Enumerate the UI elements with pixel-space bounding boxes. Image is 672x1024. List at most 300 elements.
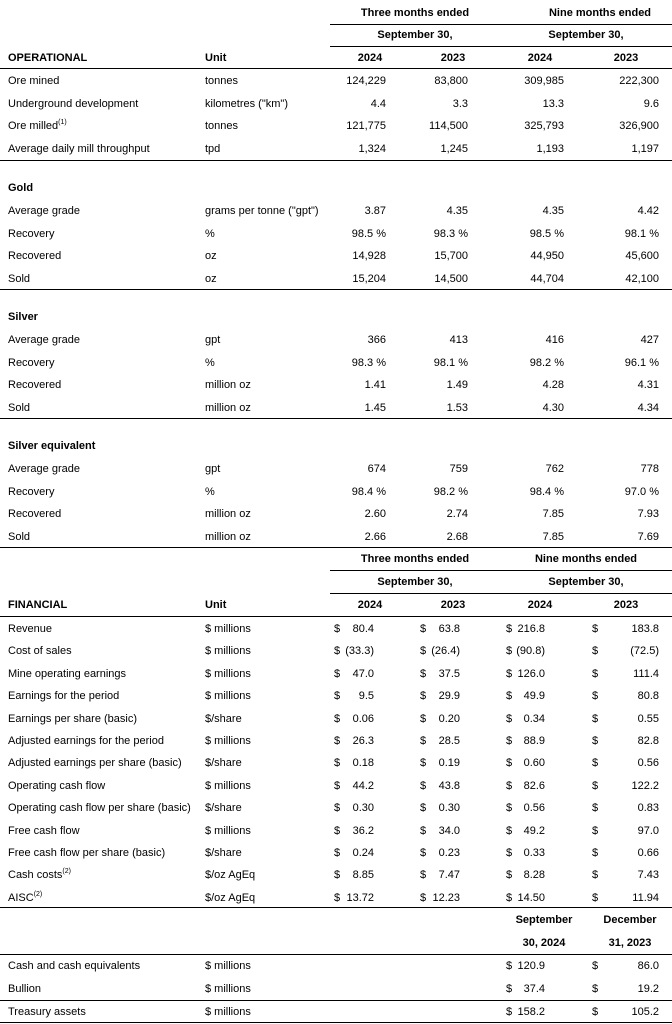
bal-row-unit: $ millions — [205, 1006, 251, 1018]
currency-symbol: $ — [592, 983, 599, 995]
fin-row-value: 37.5 — [438, 667, 460, 680]
fin-row-unit: $ millions — [205, 735, 251, 747]
row-label — [8, 397, 30, 419]
section-title: Silver equivalent — [8, 440, 96, 452]
fin-row-value: 0.30 — [352, 802, 374, 815]
fin-row-label-text: AISC — [8, 891, 34, 904]
currency-symbol: $ — [334, 891, 341, 904]
currency-symbol: $ — [506, 690, 513, 703]
row-value: 83,800 — [434, 75, 468, 87]
currency-symbol: $ — [420, 690, 427, 703]
fin-row-label — [8, 730, 164, 752]
currency-symbol: $ — [420, 802, 427, 815]
currency-symbol: $ — [506, 645, 513, 658]
row-value: 98.2 % — [433, 485, 468, 498]
bal-row-value: 19.2 — [637, 983, 659, 995]
currency-symbol: $ — [420, 847, 427, 859]
row-label — [8, 115, 67, 137]
row-unit: % — [205, 356, 215, 369]
year-2024-q: 2024 — [357, 52, 383, 64]
fin-row-value: 0.20 — [438, 712, 460, 725]
fin-row-value: 0.83 — [637, 802, 659, 815]
footnote-marker: (2) — [33, 890, 43, 898]
fin-row-label — [8, 864, 71, 886]
row-label-text: Recovery — [8, 227, 55, 240]
row-value: 1,245 — [440, 142, 468, 155]
currency-symbol: $ — [592, 645, 599, 658]
row-value: 416 — [545, 334, 564, 346]
currency-symbol: $ — [506, 735, 513, 747]
row-unit: million oz — [205, 379, 251, 391]
bal-col1-line1: September — [515, 914, 573, 926]
bal-row-unit: $ millions — [205, 960, 251, 972]
currency-symbol: $ — [592, 757, 599, 770]
row-unit: million oz — [205, 530, 251, 543]
currency-symbol: $ — [592, 712, 599, 725]
fin-row-label-text: Adjusted earnings for the period — [8, 735, 164, 747]
fin-year-2023-q: 2023 — [440, 599, 466, 611]
row-label — [8, 138, 150, 160]
row-label-text: Ore mined — [8, 75, 60, 87]
row-value: 124,229 — [346, 75, 386, 87]
currency-symbol: $ — [506, 869, 513, 882]
fin-three-months-heading: Three months ended — [360, 553, 470, 565]
currency-symbol: $ — [334, 802, 341, 815]
fin-nine-months-heading: Nine months ended — [534, 553, 638, 565]
row-value: 7.93 — [637, 508, 659, 520]
row-value: 4.35 — [542, 205, 564, 217]
fin-row-label-text: Cost of sales — [8, 645, 72, 658]
currency-symbol: $ — [506, 824, 513, 837]
fin-row-label-text: Cash costs — [8, 869, 63, 882]
row-label — [8, 374, 61, 396]
currency-symbol: $ — [506, 891, 513, 904]
row-value: 42,100 — [625, 272, 659, 285]
row-label — [8, 503, 61, 525]
fin-row-unit: $/share — [205, 847, 242, 859]
fin-year-2023-ytd: 2023 — [613, 599, 639, 611]
row-value: 222,300 — [619, 75, 659, 87]
row-value: 7.69 — [637, 530, 659, 543]
fin-row-label — [8, 887, 42, 909]
fin-row-value: 0.34 — [523, 712, 545, 725]
nine-months-heading: Nine months ended — [548, 7, 652, 19]
fin-row-value: 8.85 — [352, 869, 374, 882]
row-label-text: Average daily mill throughput — [8, 142, 150, 155]
row-value: 2.66 — [364, 530, 386, 543]
row-label — [8, 481, 54, 503]
fin-row-unit: $ millions — [205, 690, 251, 703]
row-label-text: Sold — [8, 401, 31, 414]
row-label — [8, 268, 30, 290]
row-unit: tonnes — [205, 75, 239, 87]
currency-symbol: $ — [506, 960, 513, 972]
currency-symbol: $ — [506, 623, 513, 635]
row-unit: tpd — [205, 142, 221, 155]
row-value: 325,793 — [524, 120, 564, 132]
fin-row-value: 0.19 — [438, 757, 460, 770]
currency-symbol: $ — [592, 667, 599, 680]
row-label-text: Recovered — [8, 379, 62, 391]
fin-row-value: 47.0 — [352, 667, 374, 680]
currency-symbol: $ — [506, 779, 513, 792]
row-value: 3.87 — [364, 205, 386, 217]
currency-symbol: $ — [506, 712, 513, 725]
row-label-text: Average grade — [8, 334, 80, 346]
fin-row-value: 49.9 — [523, 690, 545, 703]
fin-row-value: 216.8 — [517, 623, 545, 635]
currency-symbol: $ — [420, 869, 427, 882]
row-value: 7.85 — [542, 508, 564, 520]
row-value: 121,775 — [346, 120, 386, 132]
row-label-text: Average grade — [8, 205, 80, 217]
bal-col2-line2: 31, 2023 — [608, 937, 652, 949]
row-value: 98.2 % — [529, 356, 564, 369]
currency-symbol: $ — [592, 824, 599, 837]
row-value: 2.68 — [446, 530, 468, 543]
row-value: 9.6 — [643, 97, 659, 110]
fin-row-value: 0.06 — [352, 712, 374, 725]
row-label-text: Underground development — [8, 97, 139, 110]
footnote-marker: (2) — [62, 868, 71, 876]
row-unit: oz — [205, 272, 217, 285]
row-label — [8, 458, 80, 480]
fin-row-value: 8.28 — [523, 869, 545, 882]
currency-symbol: $ — [592, 960, 599, 972]
fin-row-value: 0.30 — [438, 802, 460, 815]
currency-symbol: $ — [420, 667, 427, 680]
year-2024-ytd: 2024 — [527, 52, 553, 64]
bal-row-label: Cash and cash equivalents — [8, 960, 141, 972]
year-2023-q: 2023 — [440, 52, 466, 64]
fin-row-value: 29.9 — [438, 690, 460, 703]
fin-row-value: 43.8 — [438, 779, 460, 792]
row-value: 366 — [367, 334, 386, 346]
currency-symbol: $ — [420, 757, 427, 770]
fin-row-value: 63.8 — [438, 623, 460, 635]
fin-row-label-text: Adjusted earnings per share (basic) — [8, 757, 182, 770]
currency-symbol: $ — [592, 735, 599, 747]
currency-symbol: $ — [592, 869, 599, 882]
fin-unit-header: Unit — [205, 599, 227, 611]
row-label-text: Average grade — [8, 463, 80, 475]
fin-row-value: 88.9 — [523, 735, 545, 747]
fin-row-value: 7.43 — [637, 869, 659, 882]
fin-row-label-text: Free cash flow — [8, 824, 80, 837]
row-label — [8, 329, 80, 351]
row-value: 1.45 — [364, 401, 386, 414]
currency-symbol: $ — [334, 779, 341, 792]
row-label — [8, 245, 61, 267]
row-value: 309,985 — [524, 75, 564, 87]
row-value: 759 — [449, 463, 468, 475]
row-value: 96.1 % — [624, 356, 659, 369]
financial-title: FINANCIAL — [8, 599, 68, 611]
fin-row-value: 0.33 — [523, 847, 545, 859]
bal-col1-line2: 30, 2024 — [522, 937, 566, 949]
unit-header: Unit — [205, 52, 227, 64]
row-value: 1.49 — [446, 379, 468, 391]
row-value: 98.3 % — [351, 356, 386, 369]
row-value: 114,500 — [429, 120, 468, 132]
fin-row-unit: $ millions — [205, 667, 251, 680]
row-value: 2.74 — [446, 508, 468, 520]
bal-row-value: 86.0 — [637, 960, 659, 972]
bal-row-unit: $ millions — [205, 983, 251, 995]
fin-row-value: 0.23 — [438, 847, 460, 859]
row-label-text: Sold — [8, 530, 31, 543]
row-value: 762 — [545, 463, 564, 475]
fin-row-value: 44.2 — [352, 779, 374, 792]
fin-row-label-text: Mine operating earnings — [8, 667, 127, 680]
fin-year-2024-q: 2024 — [357, 599, 383, 611]
fin-row-value: (26.4) — [431, 645, 460, 658]
currency-symbol: $ — [334, 869, 341, 882]
fin-row-value: (33.3) — [345, 645, 374, 658]
fin-row-value: 82.8 — [637, 735, 659, 747]
row-value: 15,204 — [352, 272, 386, 285]
row-unit: kilometres ("km") — [205, 97, 288, 110]
fin-row-unit: $/share — [205, 757, 242, 770]
bal-row-value: 158.2 — [517, 1006, 545, 1018]
currency-symbol: $ — [334, 667, 341, 680]
fin-row-label-text: Operating cash flow per share (basic) — [8, 802, 191, 815]
currency-symbol: $ — [420, 712, 427, 725]
row-value: 98.4 % — [351, 485, 386, 498]
currency-symbol: $ — [334, 735, 341, 747]
operational-title: OPERATIONAL — [8, 52, 88, 64]
bal-row-value: 120.9 — [517, 960, 545, 972]
bal-row-label: Treasury assets — [8, 1006, 86, 1018]
row-value: 1,324 — [358, 142, 386, 155]
fin-row-value: (90.8) — [516, 645, 545, 658]
row-label — [8, 93, 138, 115]
fin-row-unit: $ millions — [205, 645, 251, 658]
currency-symbol: $ — [420, 645, 427, 658]
fin-row-value: 49.2 — [523, 824, 545, 837]
fin-row-label — [8, 775, 105, 797]
row-label-text: Recovery — [8, 485, 55, 498]
fin-row-value: 0.56 — [637, 757, 659, 770]
row-value: 4.34 — [637, 401, 659, 414]
row-unit: gpt — [205, 334, 221, 346]
currency-symbol: $ — [420, 824, 427, 837]
year-2023-ytd: 2023 — [613, 52, 639, 64]
row-label — [8, 352, 54, 374]
row-unit: grams per tonne ("gpt") — [205, 205, 319, 217]
row-label-text: Ore milled — [8, 120, 59, 132]
currency-symbol: $ — [506, 667, 513, 680]
fin-row-value: 14.50 — [517, 891, 545, 904]
fin-row-value: (72.5) — [630, 645, 659, 658]
section-title: Gold — [8, 182, 34, 194]
bal-col2-line1: December — [603, 914, 657, 926]
currency-symbol: $ — [334, 757, 341, 770]
row-unit: % — [205, 485, 215, 498]
bal-row-label: Bullion — [8, 983, 42, 995]
fin-row-value: 34.0 — [438, 824, 460, 837]
fin-row-value: 36.2 — [352, 824, 374, 837]
row-unit: oz — [205, 250, 217, 262]
fin-row-value: 80.8 — [637, 690, 659, 703]
fin-row-value: 0.56 — [523, 802, 545, 815]
fin-row-label — [8, 820, 80, 842]
currency-symbol: $ — [334, 712, 341, 725]
currency-symbol: $ — [506, 847, 513, 859]
fin-row-value: 9.5 — [358, 690, 374, 703]
currency-symbol: $ — [506, 802, 513, 815]
currency-symbol: $ — [420, 891, 427, 904]
row-value: 4.4 — [370, 97, 386, 110]
row-value: 4.28 — [542, 379, 564, 391]
fin-row-label — [8, 797, 191, 819]
row-value: 44,704 — [530, 272, 564, 285]
fin-row-label — [8, 842, 165, 864]
row-value: 98.4 % — [529, 485, 564, 498]
row-value: 4.42 — [637, 205, 659, 217]
currency-symbol: $ — [506, 983, 513, 995]
row-unit: gpt — [205, 463, 221, 475]
currency-symbol: $ — [592, 891, 599, 904]
row-label — [8, 223, 54, 245]
fin-row-unit: $/oz AgEq — [205, 869, 256, 882]
bal-row-value: 105.2 — [631, 1006, 659, 1018]
row-value: 13.3 — [542, 97, 564, 110]
fin-row-unit: $/oz AgEq — [205, 891, 256, 904]
fin-row-unit: $/share — [205, 712, 242, 725]
fin-row-value: 26.3 — [352, 735, 374, 747]
currency-symbol: $ — [506, 1006, 513, 1018]
currency-symbol: $ — [506, 757, 513, 770]
row-value: 14,928 — [352, 250, 386, 262]
currency-symbol: $ — [592, 623, 599, 635]
row-value: 1,197 — [631, 142, 659, 155]
row-value: 413 — [449, 334, 468, 346]
fin-row-label — [8, 708, 137, 730]
fin-row-label-text: Free cash flow per share (basic) — [8, 847, 166, 859]
fin-row-label-text: Earnings for the period — [8, 690, 120, 703]
row-value: 427 — [640, 334, 659, 346]
row-value: 326,900 — [619, 120, 659, 132]
row-value: 674 — [367, 463, 386, 475]
currency-symbol: $ — [334, 645, 341, 658]
fin-nine-months-date: September 30, — [548, 576, 624, 588]
fin-row-unit: $ millions — [205, 824, 251, 837]
row-value: 778 — [640, 463, 659, 475]
fin-row-label-text: Operating cash flow — [8, 779, 106, 792]
fin-row-unit: $/share — [205, 802, 242, 815]
fin-row-value: 122.2 — [631, 779, 659, 792]
row-value: 98.5 % — [529, 227, 564, 240]
fin-three-months-date: September 30, — [377, 576, 453, 588]
currency-symbol: $ — [592, 847, 599, 859]
fin-row-label-text: Revenue — [8, 623, 53, 635]
fin-row-value: 82.6 — [523, 779, 545, 792]
fin-row-value: 11.94 — [632, 891, 659, 904]
fin-row-value: 126.0 — [517, 667, 545, 680]
row-unit: million oz — [205, 508, 251, 520]
fin-row-label — [8, 752, 182, 774]
row-value: 45,600 — [625, 250, 659, 262]
row-value: 98.1 % — [624, 227, 659, 240]
fin-row-value: 0.18 — [352, 757, 374, 770]
row-label — [8, 526, 30, 548]
row-unit: million oz — [205, 401, 251, 414]
fin-row-label — [8, 618, 52, 640]
fin-row-label — [8, 663, 126, 685]
row-label-text: Sold — [8, 272, 31, 285]
row-value: 2.60 — [364, 508, 386, 520]
fin-row-value: 28.5 — [438, 735, 460, 747]
row-unit: % — [205, 227, 215, 240]
nine-months-date: September 30, — [548, 29, 624, 41]
currency-symbol: $ — [334, 847, 341, 859]
row-value: 1.41 — [364, 379, 386, 391]
row-value: 98.5 % — [351, 227, 386, 240]
row-label-text: Recovery — [8, 356, 55, 369]
currency-symbol: $ — [420, 623, 427, 635]
currency-symbol: $ — [592, 1006, 599, 1018]
section-title: Silver — [8, 311, 38, 323]
fin-row-label — [8, 640, 72, 662]
fin-row-value: 13.72 — [346, 891, 374, 904]
fin-row-unit: $ millions — [205, 779, 251, 792]
row-label — [8, 200, 80, 222]
footnote-marker: (1) — [58, 119, 67, 126]
row-value: 3.3 — [452, 97, 468, 110]
three-months-date: September 30, — [377, 29, 453, 41]
row-value: 15,700 — [434, 250, 468, 262]
currency-symbol: $ — [592, 802, 599, 815]
fin-row-unit: $ millions — [205, 623, 251, 635]
row-value: 97.0 % — [624, 485, 659, 498]
fin-row-value: 183.8 — [631, 623, 659, 635]
row-value: 4.31 — [637, 379, 659, 391]
three-months-heading: Three months ended — [360, 7, 470, 19]
row-value: 14,500 — [434, 272, 468, 285]
row-value: 7.85 — [542, 530, 564, 543]
row-value: 44,950 — [530, 250, 564, 262]
currency-symbol: $ — [420, 735, 427, 747]
row-value: 98.1 % — [433, 356, 468, 369]
fin-row-value: 111.4 — [633, 667, 659, 680]
currency-symbol: $ — [420, 779, 427, 792]
fin-row-value: 7.47 — [438, 869, 460, 882]
fin-row-value: 0.55 — [637, 712, 659, 725]
currency-symbol: $ — [592, 690, 599, 703]
currency-symbol: $ — [334, 623, 341, 635]
row-label-text: Recovered — [8, 508, 62, 520]
fin-row-value: 0.60 — [523, 757, 545, 770]
row-value: 98.3 % — [433, 227, 468, 240]
fin-row-value: 0.66 — [637, 847, 659, 859]
row-label-text: Recovered — [8, 250, 62, 262]
fin-row-value: 80.4 — [352, 623, 374, 635]
row-label — [8, 70, 59, 92]
row-value: 1,193 — [536, 142, 564, 155]
fin-row-value: 12.23 — [432, 891, 460, 904]
row-unit: tonnes — [205, 120, 239, 132]
currency-symbol: $ — [592, 779, 599, 792]
fin-row-value: 97.0 — [637, 824, 659, 837]
row-value: 4.30 — [542, 401, 564, 414]
currency-symbol: $ — [334, 690, 341, 703]
fin-row-label-text: Earnings per share (basic) — [8, 712, 138, 725]
row-value: 1.53 — [446, 401, 468, 414]
fin-year-2024-ytd: 2024 — [527, 599, 553, 611]
fin-row-value: 0.24 — [352, 847, 374, 859]
currency-symbol: $ — [334, 824, 341, 837]
